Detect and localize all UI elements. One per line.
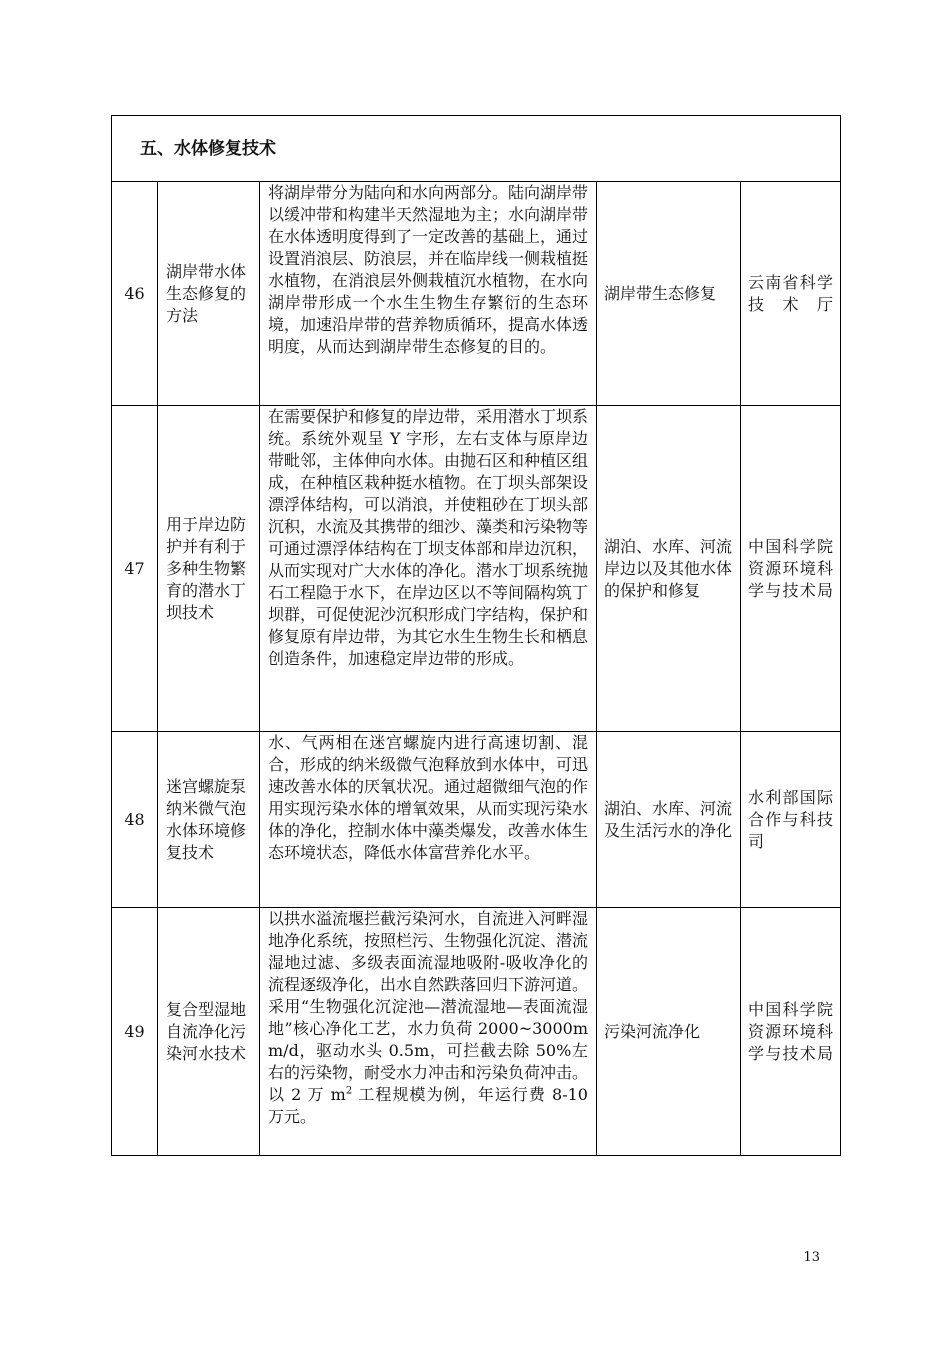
description-text: 以拱水溢流堰拦截污染河水，自流进入河畔湿地净化系统，按照栏污、生物强化沉淀、潜流湿地过滤、多级表面流湿地吸附-吸收净化的流程逐级净化，出水自然跌落回归下游河道。采用“生物强化沉淀池—潜流湿地—表面流湿地”核心净化工艺，水力负荷 2000~3000mm/d，驱动水头 0.5m，可拦截去除 50%左右的污染物，耐受水力冲击和污染负荷冲击。以 2 万 m bbox=[268, 909, 589, 1104]
application-scope: 湖泊、水库、河流岸边以及其他水体的保护和修复 bbox=[597, 406, 741, 732]
technology-description: 水、气两相在迷宫螺旋内进行高速切割、混合，形成的纳米级微气泡释放到水体中，可迅速改善水体的厌氧状况。通过超微细气泡的作用实现污染水体的增氧效果，从而实现污染水体的净化，控制水体中藻类爆发，改善水体生态环境状态，降低水体富营养化水平。 bbox=[260, 732, 597, 908]
technology-name: 湖岸带水体生态修复的方法 bbox=[158, 182, 260, 406]
row-number: 47 bbox=[112, 406, 158, 732]
recommending-organization: 中国科学院资源环境科学与技术局 bbox=[741, 908, 841, 1156]
application-scope: 湖泊、水库、河流及生活污水的净化 bbox=[597, 732, 741, 908]
section-header-row bbox=[112, 116, 841, 182]
row-number: 49 bbox=[112, 908, 158, 1156]
recommending-organization: 云南省科学技术厅 bbox=[741, 182, 841, 406]
application-scope: 污染河流净化 bbox=[597, 908, 741, 1156]
table-row bbox=[112, 182, 841, 406]
description-text-end: 工程规模为例，年运行费 8-10 万元。 bbox=[268, 1085, 588, 1126]
row-number: 48 bbox=[112, 732, 158, 908]
application-scope: 湖岸带生态修复 bbox=[597, 182, 741, 406]
technology-description: 将湖岸带分为陆向和水向两部分。陆向湖岸带以缓冲带和构建半天然湿地为主；水向湖岸带在水体透明度得到了一定改善的基础上，通过设置消浪层、防浪层，并在临岸线一侧栽植挺水植物，在消浪层外侧栽植沉水植物，在水向湖岸带形成一个水生生物生存繁衍的生态环境，加速沿岸带的营养物质循环，提高水体透明度，从而达到湖岸带生态修复的目的。 bbox=[260, 182, 597, 406]
technology-description bbox=[260, 908, 597, 1156]
technology-name: 迷宫螺旋泵纳米微气泡水体环境修复技术 bbox=[158, 732, 260, 908]
technology-description: 在需要保护和修复的岸边带，采用潜水丁坝系统。系统外观呈 Y 字形，左右支体与原岸边带毗邻，主体伸向水体。由抛石区和种植区组成，在种植区栽种挺水植物。在丁坝头部架设漂浮体结构，可以消浪，并使粗砂在丁坝头部沉积，水流及其携带的细沙、藻类和污染物等可通过漂浮体结构在丁坝支体部和岸边沉积，从而实现对广大水体的净化。潜水丁坝系统抛石工程隐于水下，在岸边区以不等间隔构筑丁坝群，可促使泥沙沉积形成门字结构，保护和修复原有岸边带，为其它水生生物生长和栖息创造条件，加速稳定岸边带的形成。 bbox=[260, 406, 597, 732]
table-row bbox=[112, 406, 841, 732]
technology-name: 用于岸边防护并有利于多种生物繁育的潜水丁坝技术 bbox=[158, 406, 260, 732]
recommending-organization: 中国科学院资源环境科学与技术局 bbox=[741, 406, 841, 732]
recommending-organization: 水利部国际合作与科技司 bbox=[741, 732, 841, 908]
page-number: 13 bbox=[803, 1250, 820, 1265]
table-row bbox=[112, 732, 841, 908]
superscript-two: 2 bbox=[345, 1085, 353, 1097]
table-row bbox=[112, 908, 841, 1156]
technology-table bbox=[111, 115, 841, 1156]
technology-name: 复合型湿地自流净化污染河水技术 bbox=[158, 908, 260, 1156]
section-title: 五、水体修复技术 bbox=[112, 116, 841, 182]
row-number: 46 bbox=[112, 182, 158, 406]
